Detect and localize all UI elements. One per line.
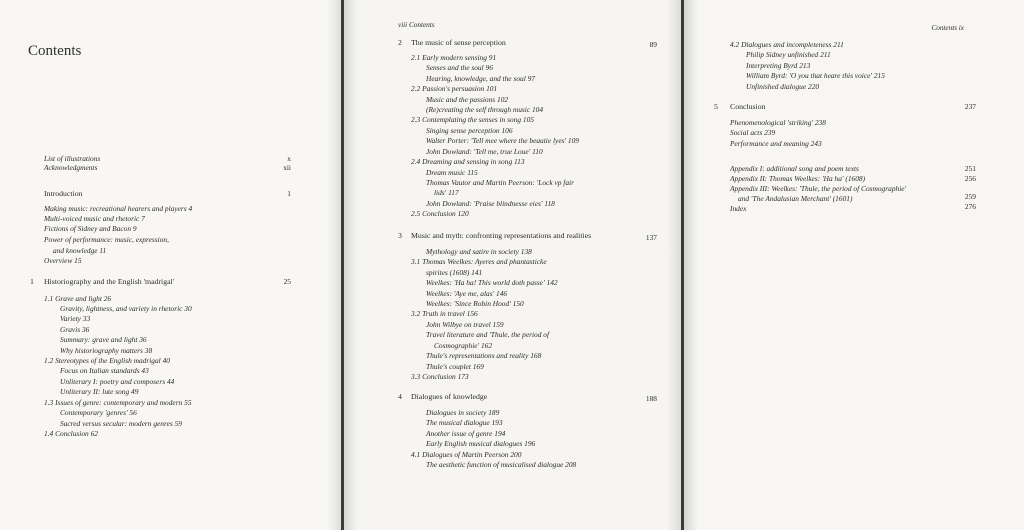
toc-entry: The musical dialogue 193 xyxy=(426,418,503,427)
contents-title: Contents xyxy=(28,43,82,59)
front-matter-item: Acknowledgments xyxy=(44,163,98,172)
toc-entry: Thule's representations and reality 168 xyxy=(426,351,542,360)
back-matter-item: Appendix II: Thomas Weelkes: 'Ha ha' (1608) xyxy=(730,174,866,183)
front-matter-page: x xyxy=(287,154,291,163)
toc-entry: Walter Porter: 'Tell mee where the beautie lyes' 109 xyxy=(426,136,579,145)
toc-entry: Weelkes: 'Aye me, alas' 146 xyxy=(426,289,508,298)
toc-entry: 1.4 Conclusion 62 xyxy=(44,429,98,438)
toc-entry: Focus on Italian standards 43 xyxy=(60,366,149,375)
chapter-title: Historiography and the English 'madrigal' xyxy=(44,277,175,286)
chapter-title: Dialogues of knowledge xyxy=(411,392,488,401)
toc-entry: Hearing, knowledge, and the soul 97 xyxy=(426,74,535,83)
toc-entry: (Re)creating the self through music 104 xyxy=(426,105,544,114)
front-matter-page: xii xyxy=(283,163,291,172)
running-head: Contents ix xyxy=(931,24,964,32)
chapter-number: 3 xyxy=(398,231,402,240)
toc-entry: William Byrd: 'O you that heare this voice' 215 xyxy=(746,71,885,80)
chapter-number: 4 xyxy=(398,392,402,401)
toc-entry: Social acts 239 xyxy=(730,128,776,137)
toc-entry: Music and the passions 102 xyxy=(426,95,509,104)
gutter-shadow xyxy=(684,0,698,530)
toc-entry: 2.3 Contemplating the senses in song 105 xyxy=(411,115,534,124)
back-matter-item: and 'The Andalusian Merchant' (1601) xyxy=(738,194,853,203)
back-matter-item: Appendix I: additional song and poem texts xyxy=(730,164,859,173)
toc-entry: 4.1 Dialogues of Martin Peerson 200 xyxy=(411,450,522,459)
middle-page xyxy=(344,0,681,530)
toc-entry: Thomas Vautor and Martin Peerson: 'Lock vp fair xyxy=(426,178,574,187)
running-head: viii Contents xyxy=(398,21,435,29)
toc-entry: Cosmographie' 162 xyxy=(434,341,493,350)
toc-entry: 3.3 Conclusion 173 xyxy=(411,372,469,381)
toc-entry: Weelkes: 'Ha ha! This world doth passe' 142 xyxy=(426,278,558,287)
toc-entry: 1.1 Grave and light 26 xyxy=(44,294,112,303)
back-matter-page: 259 xyxy=(964,192,976,201)
toc-entry: Variety 33 xyxy=(60,314,91,323)
toc-entry: Weelkes: 'Since Robin Hood' 150 xyxy=(426,299,524,308)
intro-page: 1 xyxy=(287,189,291,198)
toc-entry: Gravity, lightness, and variety in rhetoric 30 xyxy=(60,304,192,313)
toc-entry: Interpreting Byrd 213 xyxy=(746,61,811,70)
toc-entry: 3.1 Thomas Weelkes: Ayeres and phantasticke xyxy=(411,257,547,266)
toc-entry: Unliterary II: lute song 49 xyxy=(60,387,139,396)
gutter-shadow xyxy=(327,0,341,530)
gutter-shadow xyxy=(344,0,358,530)
gutter-shadow xyxy=(667,0,681,530)
toc-entry: Senses and the soul 96 xyxy=(426,63,493,72)
back-matter-item: Appendix III: Weelkes: 'Thule, the period of Cosmographie' xyxy=(730,184,907,193)
toc-entry: Another issue of genre 194 xyxy=(426,429,506,438)
chapter-title: The music of sense perception xyxy=(411,38,506,47)
chapter-number: 1 xyxy=(30,277,34,286)
toc-entry: 4.2 Dialogues and incompleteness 211 xyxy=(730,40,844,49)
toc-entry: lids' 117 xyxy=(434,188,459,197)
toc-entry: spirites (1608) 141 xyxy=(426,268,483,277)
toc-entry: Making music: recreational hearers and players 4 xyxy=(44,204,193,213)
back-matter-page: 251 xyxy=(964,164,976,173)
toc-entry: Dialogues in society 189 xyxy=(426,408,500,417)
toc-entry: and knowledge 11 xyxy=(53,246,107,255)
toc-entry: 3.2 Truth in travel 156 xyxy=(411,309,478,318)
toc-entry: Dream music 115 xyxy=(426,168,478,177)
intro-heading: Introduction xyxy=(44,189,83,198)
toc-entry: Performance and meaning 243 xyxy=(730,139,822,148)
toc-entry: John Wilbye on travel 159 xyxy=(426,320,504,329)
chapter-title: Conclusion xyxy=(730,102,766,111)
toc-entry: Contemporary 'genres' 56 xyxy=(60,408,137,417)
toc-entry: Philip Sidney unfinished 211 xyxy=(746,50,831,59)
toc-entry: 2.4 Dreaming and sensing in song 113 xyxy=(411,157,525,166)
toc-entry: Gravis 36 xyxy=(60,325,90,334)
chapter-number: 5 xyxy=(714,102,718,111)
chapter-page: 89 xyxy=(649,40,657,49)
toc-entry: Sacred versus secular: modern genres 59 xyxy=(60,419,182,428)
left-page xyxy=(0,0,341,530)
toc-entry: Multi-voiced music and rhetoric 7 xyxy=(44,214,145,223)
chapter-page: 237 xyxy=(964,102,976,111)
back-matter-page: 276 xyxy=(964,202,976,211)
toc-entry: 2.2 Passion's persuasion 101 xyxy=(411,84,498,93)
back-matter-page: 256 xyxy=(964,174,976,183)
toc-entry: 1.2 Stereotypes of the English madrigal 40 xyxy=(44,356,170,365)
right-page xyxy=(684,0,1024,530)
toc-entry: John Dowland: 'Tell me, true Loue' 110 xyxy=(426,147,543,156)
toc-entry: Fictions of Sidney and Bacon 9 xyxy=(44,224,137,233)
toc-entry: Why historiography matters 38 xyxy=(60,346,153,355)
toc-entry: Unliterary I: poetry and composers 44 xyxy=(60,377,175,386)
chapter-page: 25 xyxy=(283,277,291,286)
toc-entry: Power of performance: music, expression, xyxy=(44,235,169,244)
toc-entry: Summary: grave and light 36 xyxy=(60,335,147,344)
toc-entry: Singing sense perception 106 xyxy=(426,126,513,135)
toc-entry: 1.3 Issues of genre: contemporary and modern 55 xyxy=(44,398,192,407)
chapter-number: 2 xyxy=(398,38,402,47)
toc-entry: Early English musical dialogues 196 xyxy=(426,439,536,448)
toc-entry: Travel literature and 'Thule, the period of xyxy=(426,330,550,339)
toc-entry: 2.5 Conclusion 120 xyxy=(411,209,469,218)
toc-entry: Unfinished dialogue 220 xyxy=(746,82,820,91)
toc-entry: Thule's couplet 169 xyxy=(426,362,484,371)
chapter-page: 188 xyxy=(645,394,657,403)
chapter-page: 137 xyxy=(645,233,657,242)
toc-entry: Phenomenological 'striking' 238 xyxy=(730,118,826,127)
chapter-title: Music and myth: confronting representations and realities xyxy=(411,231,592,240)
toc-entry: The aesthetic function of musicalised dialogue 208 xyxy=(426,460,577,469)
toc-entry: Overview 15 xyxy=(44,256,82,265)
toc-entry: 2.1 Early modern sensing 91 xyxy=(411,53,497,62)
toc-entry: Mythology and satire in society 138 xyxy=(426,247,532,256)
toc-entry: John Dowland: 'Praise blindnesse eies' 118 xyxy=(426,199,555,208)
front-matter-item: List of illustrations xyxy=(44,154,101,163)
back-matter-item: Index xyxy=(730,204,747,213)
